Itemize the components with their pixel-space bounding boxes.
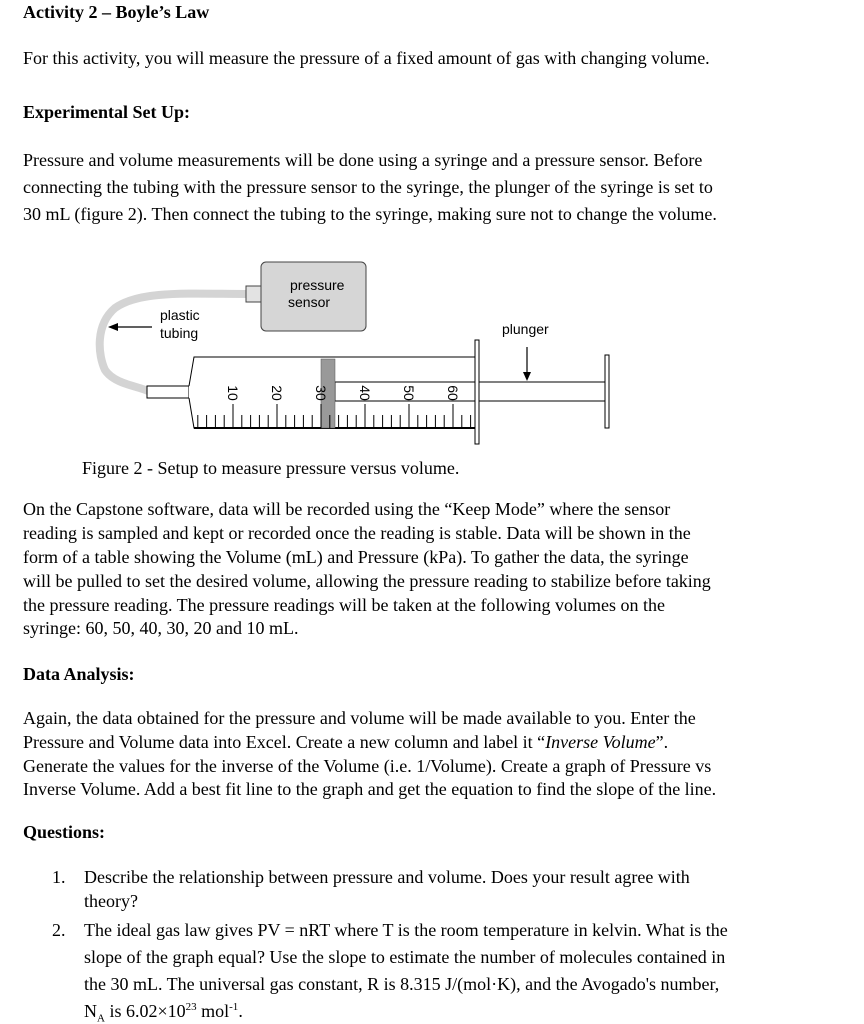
setup-line: Pressure and volume measurements will be done using a syringe and a pressure sensor. Before (23, 150, 703, 170)
tubing-label: tubing (160, 325, 199, 341)
plunger-label: plunger (502, 321, 549, 337)
plunger-arrow-icon (523, 347, 531, 381)
figure-caption: Figure 2 - Setup to measure pressure versus volume. (82, 458, 460, 478)
question-2-line: slope of the graph equal? Use the slope to estimate the number of molecules contained in (84, 947, 726, 967)
setup-heading: Experimental Set Up: (23, 102, 190, 122)
analysis-line: Again, the data obtained for the pressure and volume will be made available to you. Enter the (23, 708, 696, 728)
scale-label: 30 (313, 385, 329, 401)
scale-label: 40 (357, 385, 373, 401)
inverse-volume-term: Inverse Volume (545, 732, 656, 752)
analysis-heading: Data Analysis: (23, 664, 135, 684)
sensor-label: sensor (288, 294, 331, 310)
analysis-line: Pressure and Volume data into Excel. Create a new column and label it “Inverse Volume”. (23, 732, 669, 752)
setup-line: connecting the tubing with the pressure sensor to the syringe, the plunger of the syringe is set to (23, 177, 713, 197)
syringe-setup-figure (80, 250, 640, 450)
question-1-line: Describe the relationship between pressure and volume. Does your result agree with (84, 867, 690, 887)
question-2-line: The ideal gas law gives PV = nRT where T is the room temperature in kelvin. What is the (84, 920, 728, 940)
tubing-arrow-icon (108, 323, 152, 331)
questions-heading: Questions: (23, 822, 106, 842)
question-1-line: theory? (84, 891, 138, 911)
scale-label: 20 (269, 385, 285, 401)
question-number: 2. (52, 920, 66, 940)
sensor-connector (246, 286, 261, 302)
capstone-line: syringe: 60, 50, 40, 30, 20 and 10 mL. (23, 618, 299, 638)
capstone-line: the pressure reading. The pressure readings will be taken at the following volumes on the (23, 595, 665, 615)
scale-label: 50 (401, 385, 417, 401)
capstone-line: will be pulled to set the desired volume, allowing the pressure reading to stabilize before taking (23, 571, 711, 591)
sensor-label: pressure (290, 277, 345, 293)
question-2-line: $N_A$ is $6.02\times 10^{23}$ mol$^{-1}$. (84, 1001, 243, 1024)
question-2-line: the 30 mL. The universal gas constant, R is 8.315 J/(mol·K), and the Avogado's number, (84, 974, 720, 994)
syringe-tip (147, 386, 189, 398)
scale-label: 60 (445, 385, 461, 401)
analysis-line: Generate the values for the inverse of the Volume (i.e. 1/Volume). Create a graph of Pressure vs (23, 756, 712, 776)
plunger-end (605, 355, 609, 428)
capstone-line: form of a table showing the Volume (mL) and Pressure (kPa). To gather the data, the syringe (23, 547, 689, 567)
barrel-flange (475, 340, 479, 444)
activity-title: Activity 2 – Boyle’s Law (23, 2, 210, 22)
setup-line: 30 mL (figure 2). Then connect the tubing to the syringe, making sure not to change the volume. (23, 204, 717, 224)
plunger-rod (335, 382, 605, 401)
tubing-label: plastic (160, 307, 200, 323)
capstone-line: reading is sampled and kept or recorded once the reading is stable. Data will be shown in the (23, 523, 691, 543)
capstone-line: On the Capstone software, data will be recorded using the “Keep Mode” where the sensor (23, 499, 671, 519)
scale-label: 10 (225, 385, 241, 401)
intro-text: For this activity, you will measure the pressure of a fixed amount of gas with changing volume. (23, 48, 710, 68)
question-number: 1. (52, 867, 66, 887)
analysis-line: Inverse Volume. Add a best fit line to the graph and get the equation to find the slope of the line. (23, 779, 717, 799)
